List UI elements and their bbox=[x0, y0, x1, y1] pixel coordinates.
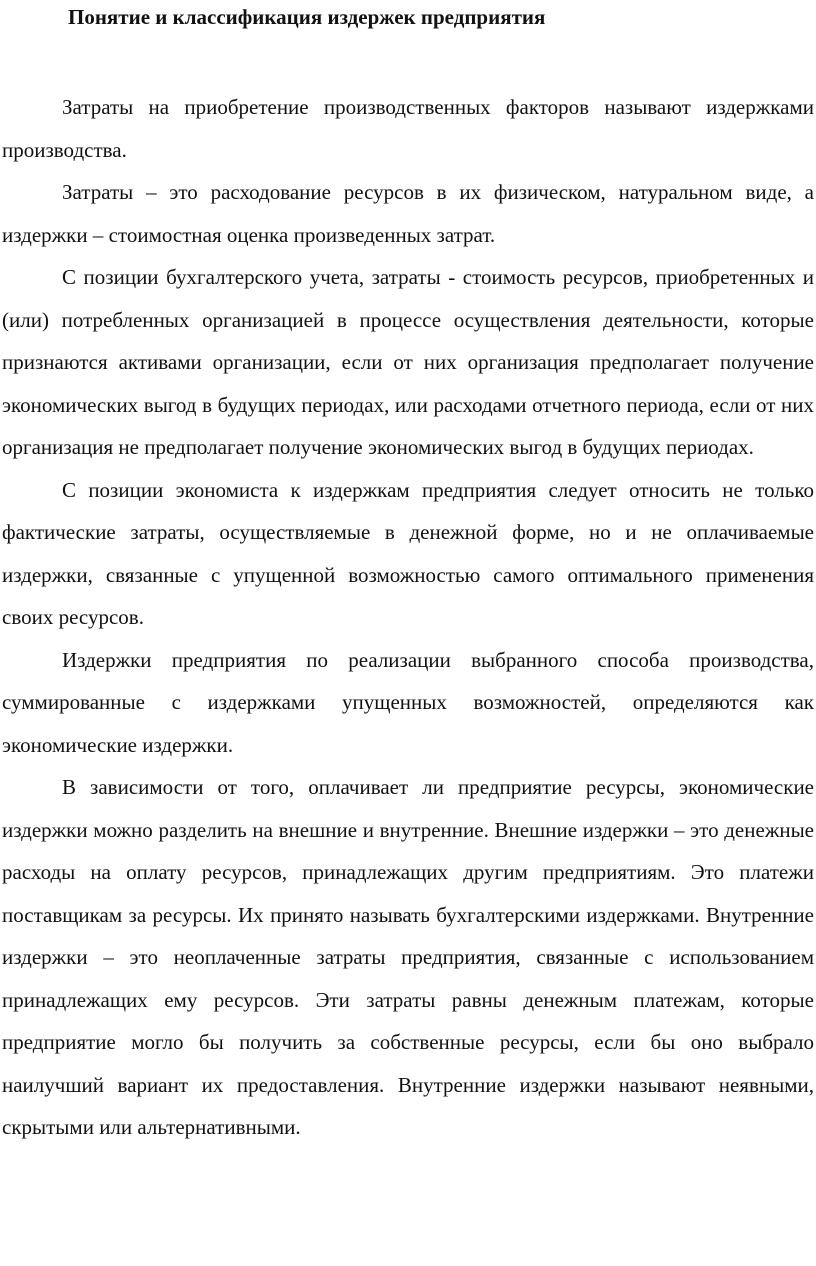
paragraph-1: Затраты на приобретение производственных факторов называют издержками производства. bbox=[2, 95, 814, 162]
paragraph-4: С позиции экономиста к издержкам предприятия следует относить не только фактические затраты, осуществляемые в денежной форме, но и не оплачиваемые издержки, связанные с упущенной возможностью самого оптимального применения своих ресурсов. bbox=[2, 477, 814, 629]
paragraph-2: Затраты – это расходование ресурсов в их физическом, натуральном виде, а издержки – стоимостная оценка произведенных затрат. bbox=[2, 180, 814, 247]
paragraph-6: В зависимости от того, оплачивает ли предприятие ресурсы, экономические издержки можно разделить на внешние и внутренние. Внешние издержки – это денежные расходы на оплату ресурсов, принадлежащих другим предприятиям. Это платежи поставщикам за ресурсы. Их принято называть бухгалтерскими издержками. Внутренние издержки – это неоплаченные затраты предприятия, связанные с использованием принадлежащих ему ресурсов. Эти затраты равны денежным платежам, которые предприятие могло бы получить за собственные ресурсы, если бы оно выбрало наилучший вариант их предоставления. Внутренние издержки называют неявными, скрытыми или альтернативными. bbox=[2, 775, 814, 1139]
paragraph-5: Издержки предприятия по реализации выбранного способа производства, суммированные с издержками упущенных возможностей, определяются как экономические издержки. bbox=[2, 647, 814, 757]
document-body bbox=[2, 86, 814, 1149]
document-title: Понятие и классификация издержек предприятия bbox=[68, 5, 546, 29]
paragraph-3: С позиции бухгалтерского учета, затраты - стоимость ресурсов, приобретенных и (или) потребленных организацией в процессе осуществления деятельности, которые признаются активами организации, если от них организация предполагает получение экономических выгод в будущих периодах, или расходами отчетного периода, если от них организация не предполагает получение экономических выгод в будущих периодах. bbox=[2, 265, 814, 459]
